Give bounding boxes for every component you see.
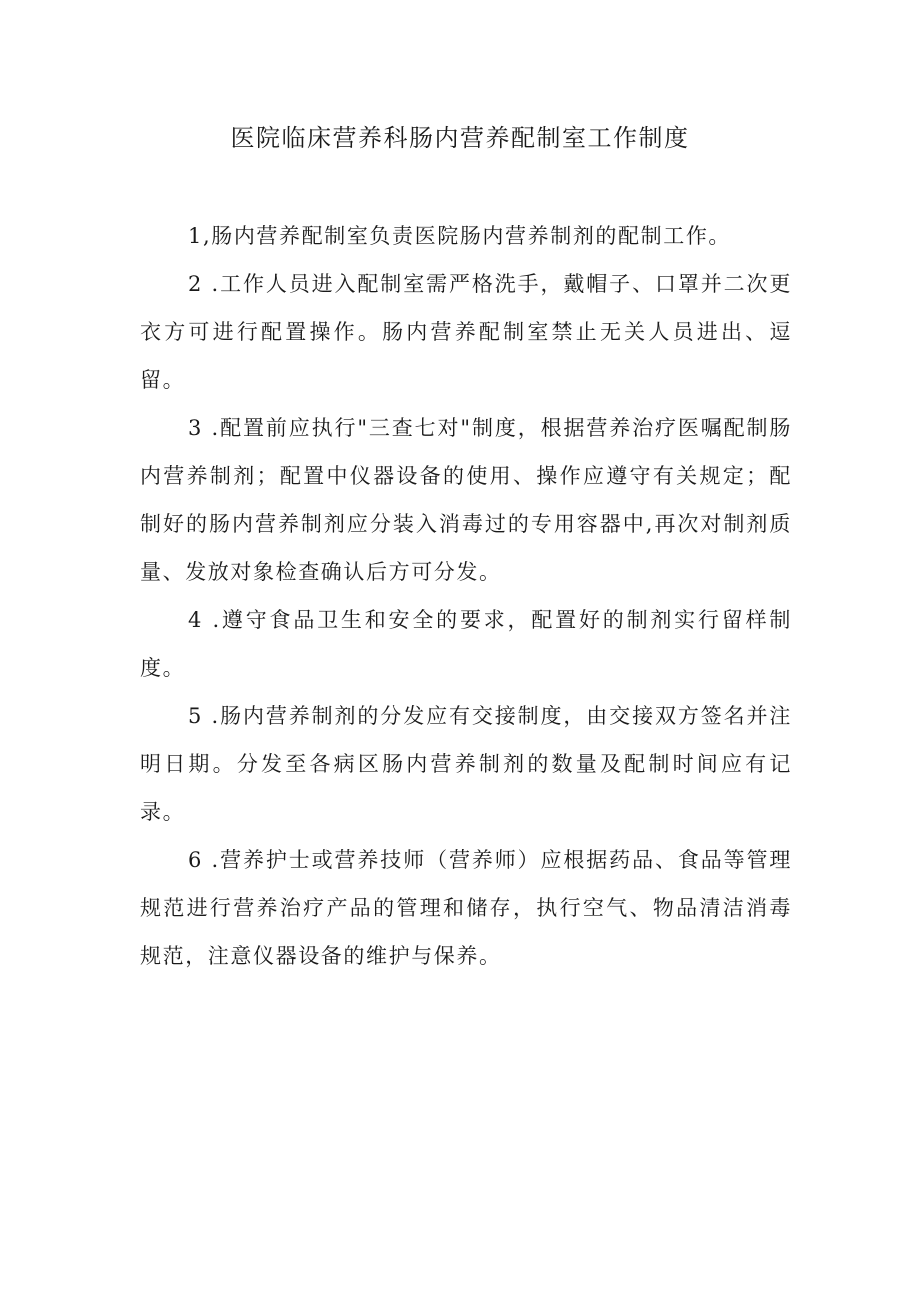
document-title: 医院临床营养科肠内营养配制室工作制度 xyxy=(230,124,690,152)
document-body xyxy=(140,212,792,980)
paragraph-3: 3 .配置前应执行"三查七对"制度，根据营养治疗医嘱配制肠内营养制剂；配置中仪器设备的使用、操作应遵守有关规定；配制好的肠内营养制剂应分装入消毒过的专用容器中,再次对制剂质量、发放对象检查确认后方可分发。 xyxy=(140,416,792,584)
paragraph-1: 1,肠内营养配制室负责医院肠内营养制剂的配制工作。 xyxy=(188,224,732,248)
paragraph-2: 2 .工作人员进入配制室需严格洗手，戴帽子、口罩并二次更衣方可进行配置操作。肠内营养配制室禁止无关人员进出、逗留。 xyxy=(140,272,792,392)
paragraph-5: 5 .肠内营养制剂的分发应有交接制度，由交接双方签名并注明日期。分发至各病区肠内营养制剂的数量及配制时间应有记录。 xyxy=(140,704,792,824)
paragraph-4: 4 .遵守食品卫生和安全的要求，配置好的制剂实行留样制度。 xyxy=(140,608,792,680)
paragraph-6: 6 .营养护士或营养技师（营养师）应根据药品、食品等管理规范进行营养治疗产品的管理和储存，执行空气、物品清洁消毒规范，注意仪器设备的维护与保养。 xyxy=(140,848,792,968)
